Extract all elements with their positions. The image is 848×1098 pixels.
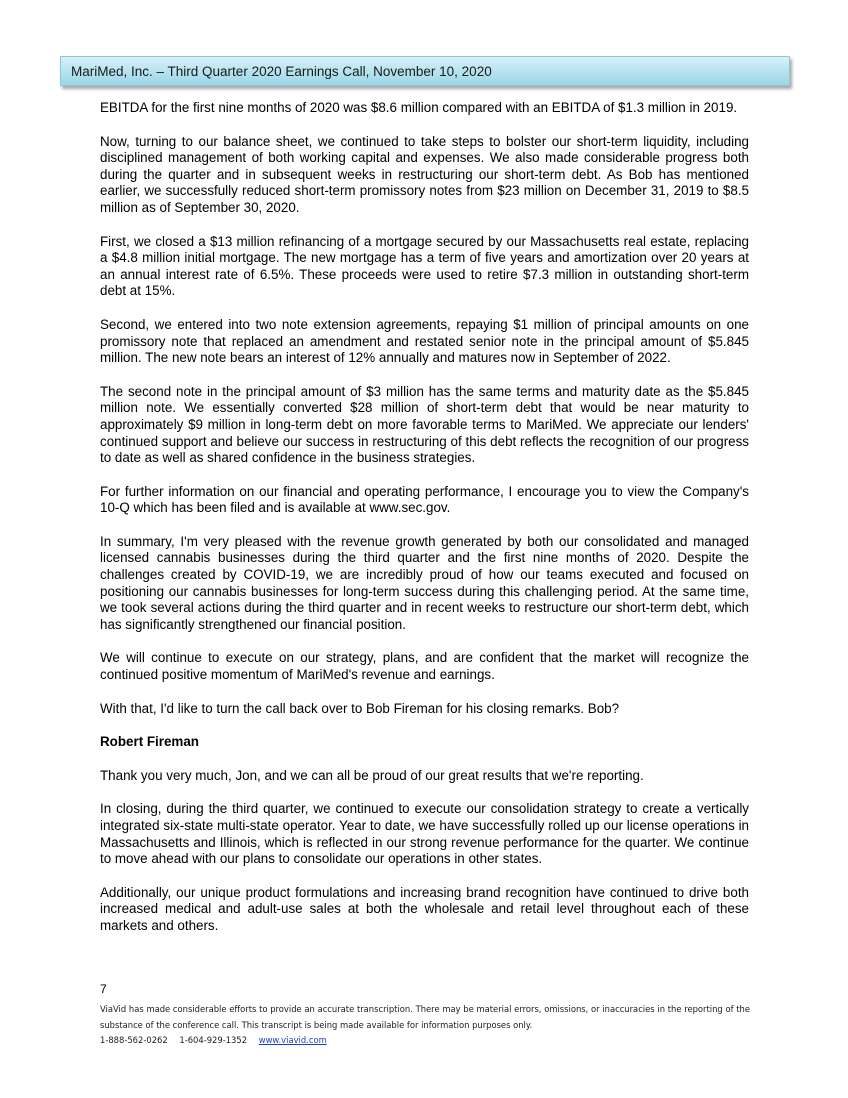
transcript-paragraph: In closing, during the third quarter, we continued to execute our consolidation strategy to create a vertically integrated six-state multi-state operator. Year to date, we have successfully rolled up our license operations in Massachusetts and Illinois, which is reflected in our strong revenue performance for the quarter. We continue to move ahead with our plans to consolidate our operations in other states.: [100, 801, 749, 867]
transcript-paragraph: Additionally, our unique product formulations and increasing brand recognition have continued to drive both increased medical and adult-use sales at both the wholesale and retail level throughout each of these markets and others.: [100, 884, 749, 933]
transcript-paragraph: The second note in the principal amount of $3 million has the same terms and maturity date as the $5.845 million note. We essentially converted $28 million of short-term debt that would be near maturity to approximately $9 million in long-term debt on more favorable terms to MariMed. We appreciate our lenders' continued support and believe our success in restructuring of this debt reflects the recognition of our progress to date as well as shared confidence in the business strategies.: [100, 383, 749, 466]
transcript-paragraph: Thank you very much, Jon, and we can all be proud of our great results that we're reporting.: [100, 767, 644, 783]
phone-number-1: 1-888-562-0262: [100, 1035, 168, 1045]
footer-contact: [100, 1033, 750, 1048]
transcript-paragraph: First, we closed a $13 million refinancing of a mortgage secured by our Massachusetts real estate, replacing a $4.8 million initial mortgage. The new mortgage has a term of five years and amortization over 20 years at an annual interest rate of 6.5%. These proceeds were used to retire $7.3 million in outstanding short-term debt at 15%.: [100, 233, 749, 299]
footer-disclaimer: ViaVid has made considerable efforts to provide an accurate transcription. There may be material errors, omissions, or inaccuracies in the reporting of the substance of the conference call. This transcript is being made available for information purposes only.: [100, 1004, 750, 1030]
transcript-paragraph: Second, we entered into two note extension agreements, repaying $1 million of principal amounts on one promissory note that replaced an amendment and restated senior note in the principal amount of $5.845 million. The new note bears an interest of 12% annually and matures now in September of 2022.: [100, 316, 749, 366]
page-footer: [100, 982, 750, 1048]
transcript-paragraph: Now, turning to our balance sheet, we continued to take steps to bolster our short-term liquidity, including disciplined management of both working capital and expenses. We also made considerable progress both during the quarter and in subsequent weeks in restructuring our short-term debt. As Bob has mentioned earlier, we successfully reduced short-term promissory notes from $23 million on December 31, 2019 to $8.5 million as of September 30, 2020.: [100, 133, 749, 215]
speaker-name: Robert Fireman: [100, 734, 199, 750]
transcript-paragraph: EBITDA for the first nine months of 2020 was $8.6 million compared with an EBITDA of $1.3 million in 2019.: [100, 100, 738, 115]
transcript-paragraph: For further information on our financial and operating performance, I encourage you to view the Company's 10-Q which has been filed and is available at www.sec.gov.: [100, 483, 749, 516]
transcript-paragraph: In summary, I'm very pleased with the revenue growth generated by both our consolidated and managed licensed cannabis businesses during the third quarter and the first nine months of 2020. Despite the challenges created by COVID-19, we are incredibly proud of how our teams executed and focused on positioning our cannabis businesses for long-term success during this challenging period. At the same time, we took several actions during the third quarter and in recent weeks to restructure our short-term debt, which has significantly strengthened our financial position.: [100, 533, 749, 632]
page-number: 7: [100, 982, 107, 996]
transcript-body: [100, 100, 749, 952]
transcript-paragraph: With that, I'd like to turn the call back over to Bob Fireman for his closing remarks. Bob?: [100, 700, 620, 716]
document-header-bar: [60, 56, 790, 86]
website-link[interactable]: www.viavid.com: [258, 1035, 327, 1045]
document-title: MariMed, Inc. – Third Quarter 2020 Earnings Call, November 10, 2020: [71, 64, 492, 79]
transcript-paragraph: We will continue to execute on our strategy, plans, and are confident that the market will recognize the continued positive momentum of MariMed's revenue and earnings.: [100, 650, 749, 683]
phone-number-2: 1-604-929-1352: [179, 1035, 248, 1045]
